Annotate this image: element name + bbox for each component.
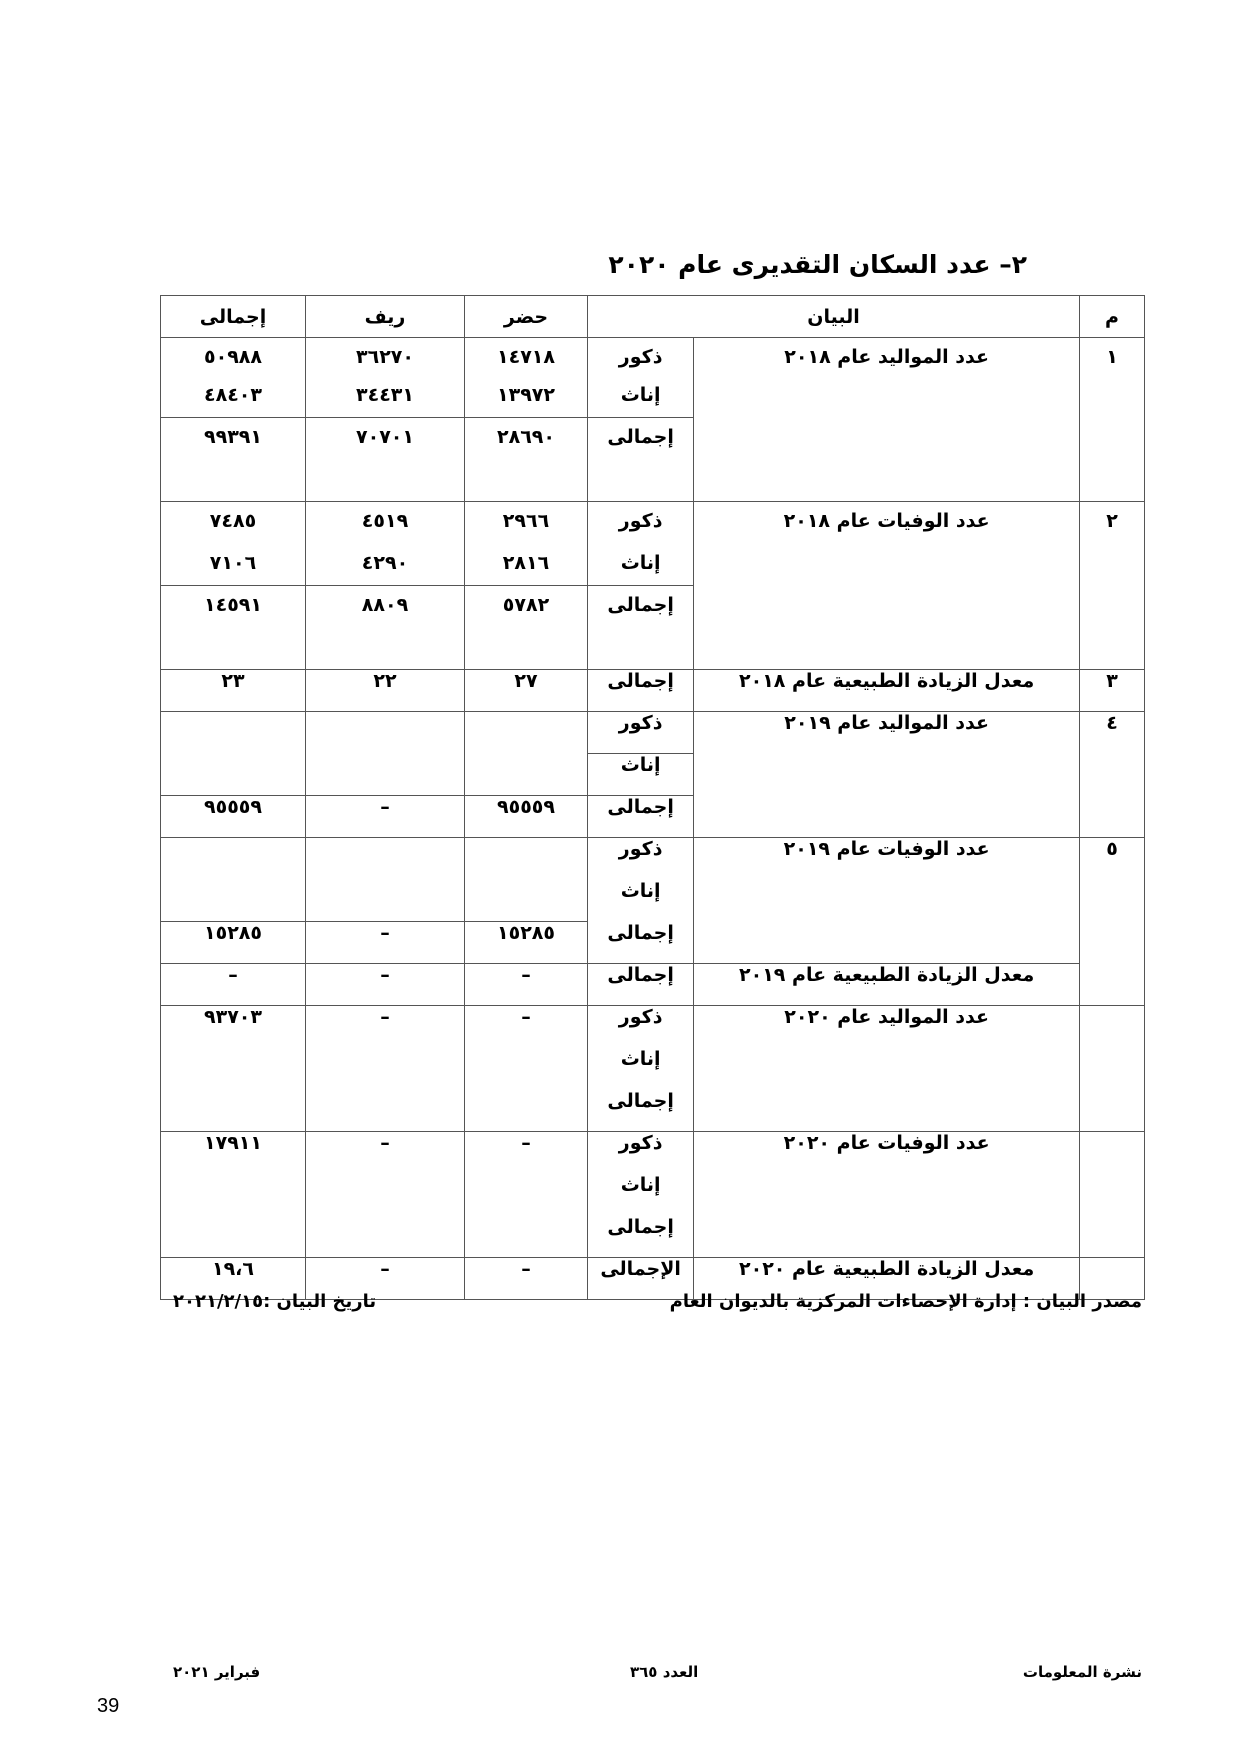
cell-rural: ٢٢ (306, 670, 465, 712)
data-source: مصدر البيان : إدارة الإحصاءات المركزية بالديوان العام (669, 1291, 1142, 1312)
issue-number: العدد ٣٦٥ (630, 1663, 699, 1681)
cell-rural: ٣٦٢٧٠ (306, 338, 465, 376)
gender-female: إناث (588, 544, 694, 586)
row-label: معدل الزيادة الطبيعية عام ٢٠٢٠ (694, 1258, 1080, 1300)
cell-total: ٩٣٧٠٣ (161, 1006, 306, 1132)
cell-total: ١٤٥٩١ (161, 586, 306, 628)
cell-urban: ٢٨١٦ (465, 544, 588, 586)
population-table (160, 295, 1145, 1300)
cell-urban: ١٣٩٧٢ (465, 376, 588, 418)
cell-rural: ٤٥١٩ (306, 502, 465, 544)
row-number-empty (1080, 1006, 1145, 1132)
row-number: ١ (1080, 338, 1145, 502)
cell-rural: – (306, 1006, 465, 1132)
row-label: عدد الوفيات عام ٢٠١٩ (694, 838, 1080, 964)
table-row (161, 712, 1145, 754)
row-label: عدد المواليد عام ٢٠٢٠ (694, 1006, 1080, 1132)
cell-urban: ٢٩٦٦ (465, 502, 588, 544)
cell-urban: – (465, 1258, 588, 1300)
gender-total: الإجمالى (588, 1258, 694, 1300)
gender-female: إناث (588, 376, 694, 418)
cell-rural: – (306, 1258, 465, 1300)
gender-male: ذكور (588, 1006, 694, 1048)
row-label: عدد الوفيات عام ٢٠١٨ (694, 502, 1080, 670)
cell-urban: ٩٥٥٥٩ (465, 796, 588, 838)
cell-urban: – (465, 1006, 588, 1132)
gender-total: إجمالى (588, 1090, 694, 1132)
page-number: 39 (97, 1695, 120, 1717)
cell-urban: ٥٧٨٢ (465, 586, 588, 628)
gender-female: إناث (588, 880, 694, 922)
row-label: معدل الزيادة الطبيعية عام ٢٠١٨ (694, 670, 1080, 712)
gender-total: إجمالى (588, 796, 694, 838)
table-row (161, 502, 1145, 544)
row-number-empty (1080, 1132, 1145, 1258)
row-number: ٥ (1080, 838, 1145, 1006)
gender-male: ذكور (588, 1132, 694, 1174)
gender-total: إجمالى (588, 1216, 694, 1258)
cell-urban: ١٥٢٨٥ (465, 922, 588, 964)
gender-male: ذكور (588, 338, 694, 376)
table-row (161, 964, 1145, 1006)
cell-rural-empty (306, 712, 465, 796)
cell-urban: – (465, 1132, 588, 1258)
cell-total-empty (161, 838, 306, 922)
cell-total: ١٧٩١١ (161, 1132, 306, 1258)
cell-total: ٩٩٣٩١ (161, 418, 306, 460)
cell-total: ٤٨٤٠٣ (161, 376, 306, 418)
cell-rural: – (306, 922, 465, 964)
cell-total: ٧٤٨٥ (161, 502, 306, 544)
cell-total: ٢٣ (161, 670, 306, 712)
table-header-row (161, 296, 1145, 338)
row-number: ٣ (1080, 670, 1145, 712)
cell-urban: ٢٨٦٩٠ (465, 418, 588, 460)
cell-urban: ١٤٧١٨ (465, 338, 588, 376)
header-rural: ريف (306, 296, 465, 338)
gender-female: إناث (588, 754, 694, 796)
data-date: تاريخ البيان :٢٠٢١/٢/١٥ (173, 1291, 377, 1312)
gender-male: ذكور (588, 838, 694, 880)
cell-total: ١٥٢٨٥ (161, 922, 306, 964)
publication-name: نشرة المعلومات (1022, 1663, 1142, 1681)
gender-total: إجمالى (588, 418, 694, 460)
table-row (161, 670, 1145, 712)
cell-rural: ٤٢٩٠ (306, 544, 465, 586)
cell-rural-empty (306, 838, 465, 922)
row-number: ٢ (1080, 502, 1145, 670)
gender-total: إجمالى (588, 964, 694, 1006)
gender-male: ذكور (588, 502, 694, 544)
cell-urban-empty (465, 838, 588, 922)
cell-rural: – (306, 796, 465, 838)
header-statement: البيان (588, 296, 1080, 338)
cell-rural: ٨٨٠٩ (306, 586, 465, 628)
gender-total: إجمالى (588, 586, 694, 628)
cell-rural: ٧٠٧٠١ (306, 418, 465, 460)
gender-male: ذكور (588, 712, 694, 754)
row-label: عدد المواليد عام ٢٠١٩ (694, 712, 1080, 838)
header-total: إجمالى (161, 296, 306, 338)
cell-total: ٧١٠٦ (161, 544, 306, 586)
row-label: عدد الوفيات عام ٢٠٢٠ (694, 1132, 1080, 1258)
table-row (161, 1006, 1145, 1048)
header-urban: حضر (465, 296, 588, 338)
gender-total: إجمالى (588, 922, 694, 964)
cell-total: ٩٥٥٥٩ (161, 796, 306, 838)
row-number: ٤ (1080, 712, 1145, 838)
table-row (161, 1132, 1145, 1174)
gender-total: إجمالى (588, 670, 694, 712)
gender-female: إناث (588, 1174, 694, 1216)
issue-month: فبراير ٢٠٢١ (173, 1663, 261, 1681)
cell-urban-empty (465, 712, 588, 796)
cell-rural: – (306, 1132, 465, 1258)
table-title: ٢– عدد السكان التقديرى عام ٢٠٢٠ (608, 250, 1027, 279)
cell-urban: – (465, 964, 588, 1006)
row-label: معدل الزيادة الطبيعية عام ٢٠١٩ (694, 964, 1080, 1006)
table-row (161, 338, 1145, 376)
row-label: عدد المواليد عام ٢٠١٨ (694, 338, 1080, 502)
header-num: م (1080, 296, 1145, 338)
cell-total: ٥٠٩٨٨ (161, 338, 306, 376)
cell-rural: – (306, 964, 465, 1006)
cell-total: ١٩،٦ (161, 1258, 306, 1300)
cell-total: – (161, 964, 306, 1006)
cell-rural: ٣٤٤٣١ (306, 376, 465, 418)
cell-urban: ٢٧ (465, 670, 588, 712)
table-row (161, 838, 1145, 880)
gender-female: إناث (588, 1048, 694, 1090)
cell-total-empty (161, 712, 306, 796)
